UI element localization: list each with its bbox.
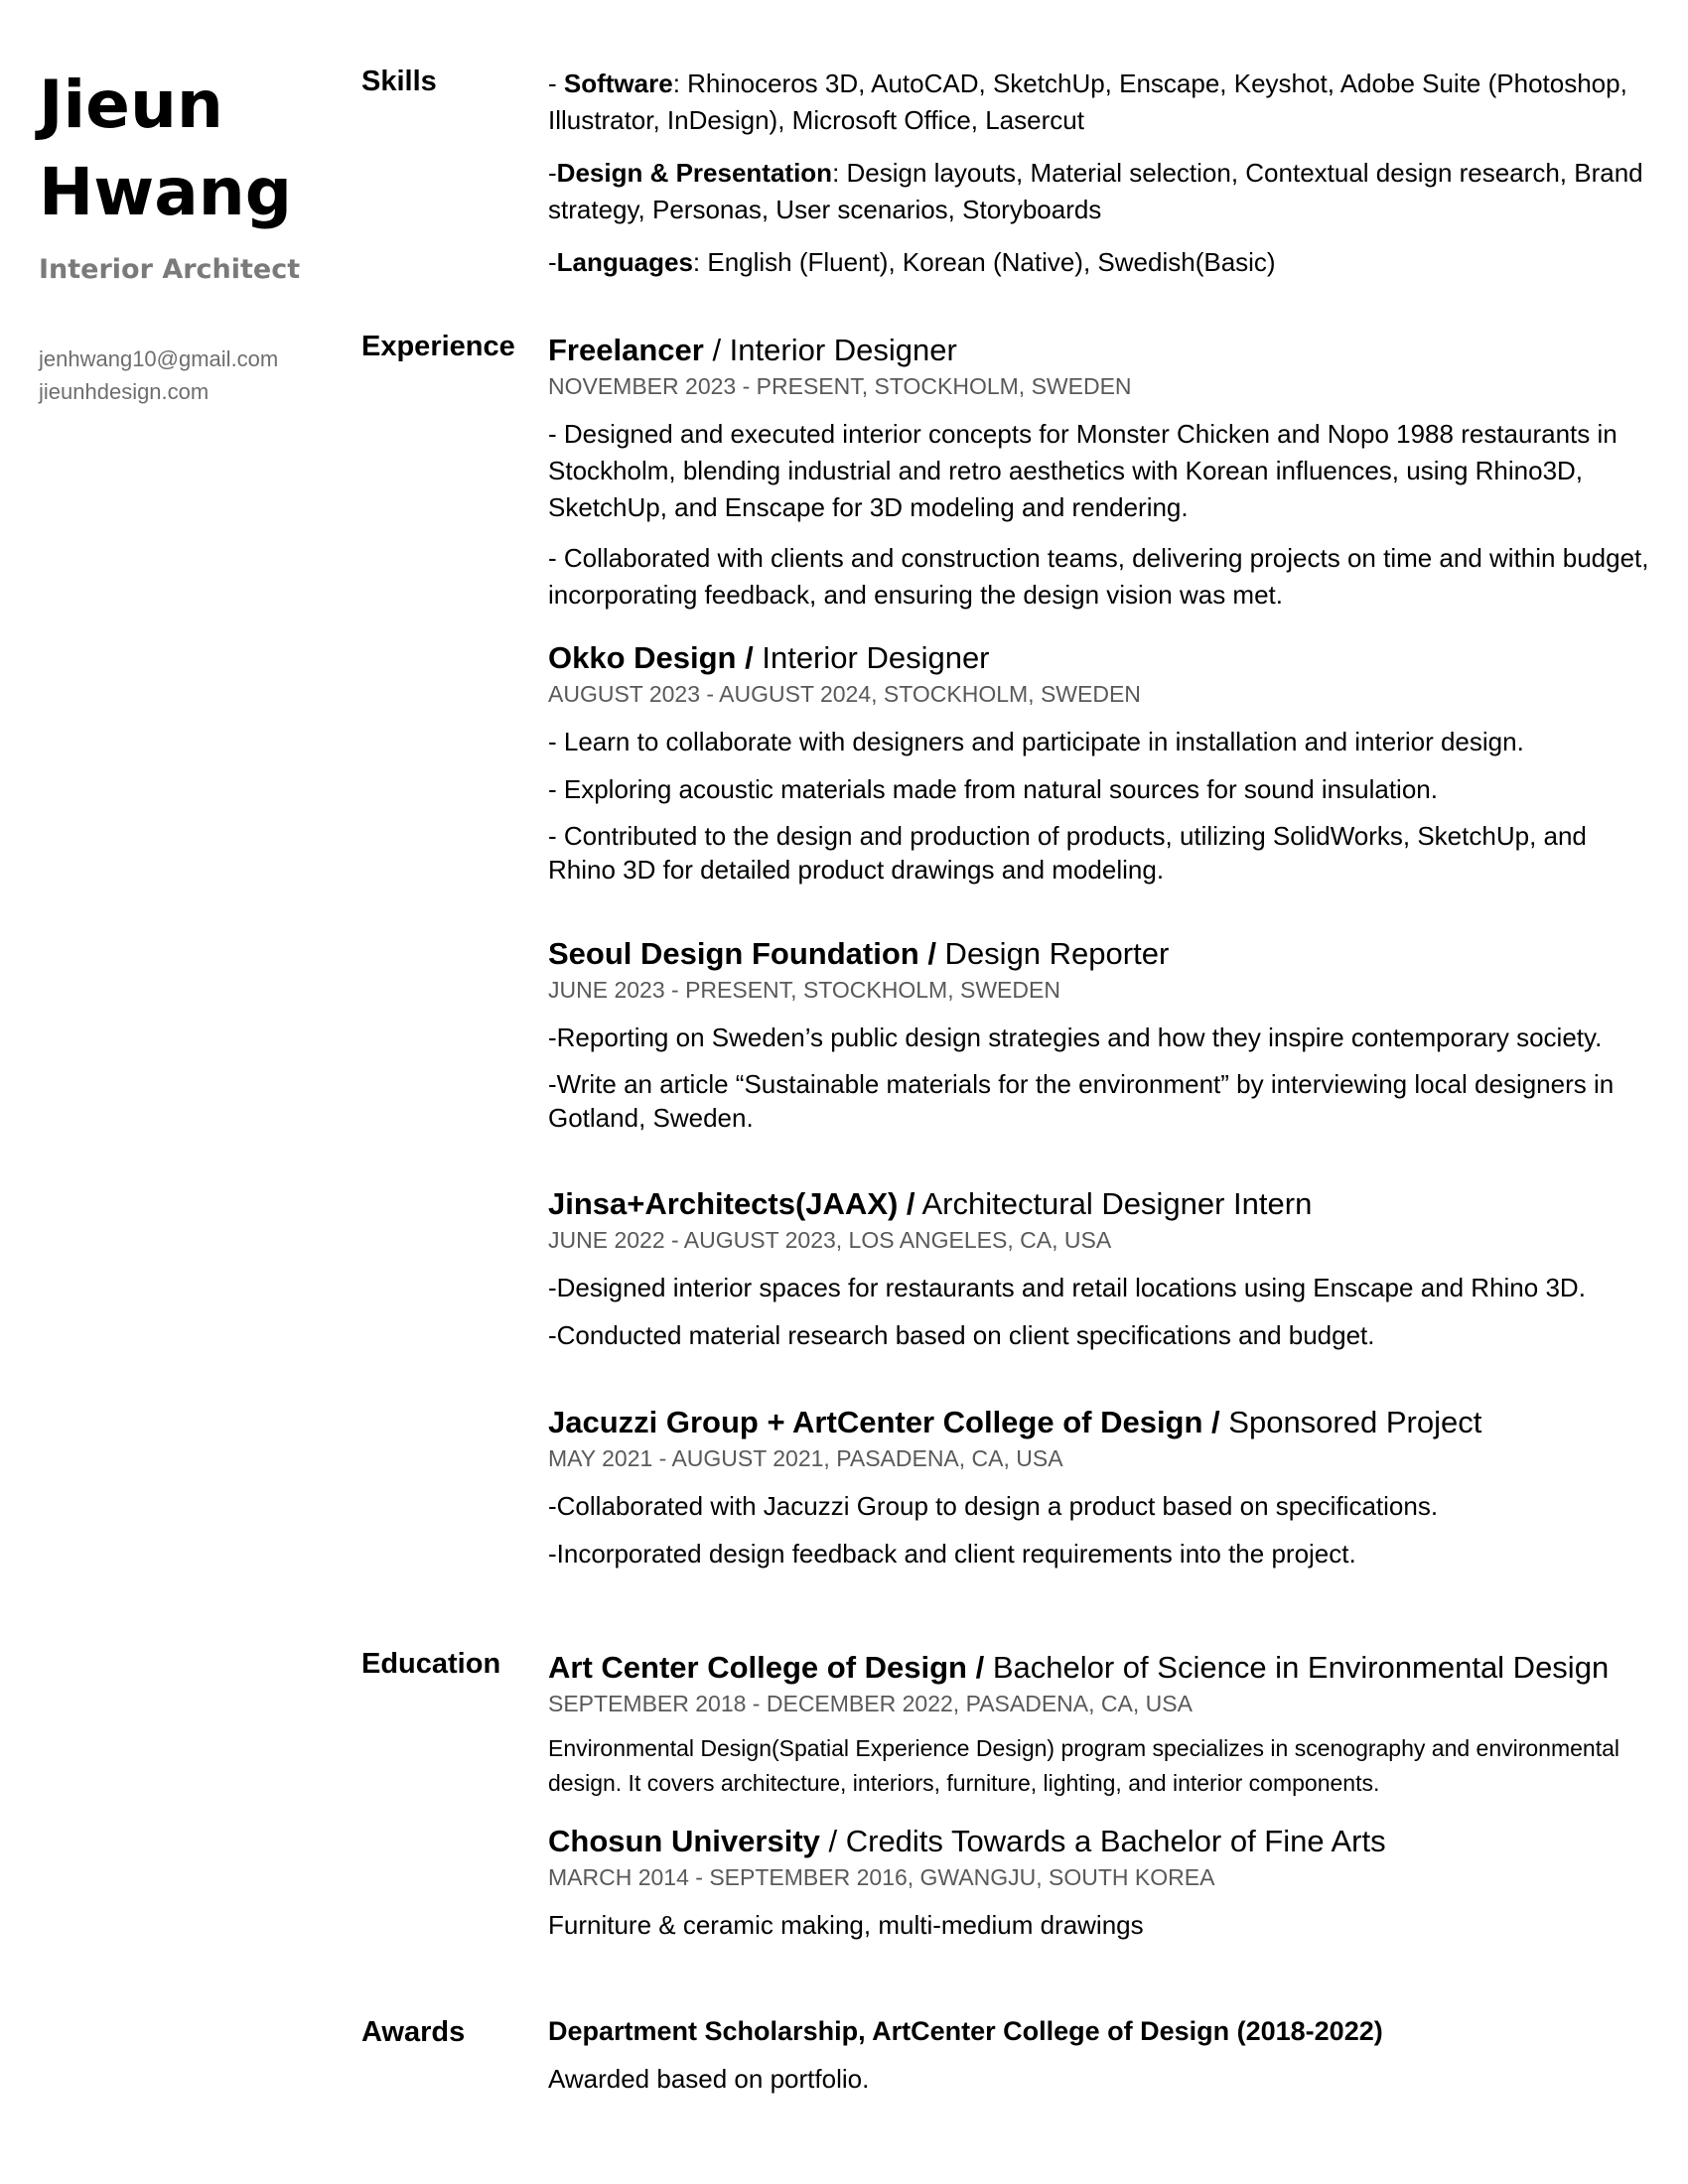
job-dates: JUNE 2023 - PRESENT, STOCKHOLM, SWEDEN — [548, 977, 1060, 1003]
job-entry — [548, 331, 1660, 614]
job-bullet: -Incorporated design feedback and client requirements into the project. — [548, 1539, 1356, 1569]
last-name: Hwang — [39, 154, 292, 230]
profile-sidebar — [39, 62, 337, 408]
job-entry — [548, 638, 1660, 887]
school-title: Chosun University / Credits Towards a Bachelor of Fine Arts — [548, 1824, 1386, 1858]
skill-item: -Design & Presentation: Design layouts, Material selection, Contextual design research, Brand strategy, Personas, User scenarios, Storyboards — [548, 158, 1643, 224]
job-dates: AUGUST 2023 - AUGUST 2024, STOCKHOLM, SWEDEN — [548, 681, 1141, 707]
job-bullet: - Designed and executed interior concepts for Monster Chicken and Nopo 1988 restaurants in Stockholm, blending industrial and retro aesthetics with Korean influences, using Rhino3D, SketchUp, and Enscape for 3D modeling and rendering. — [548, 419, 1618, 522]
skill-item: -Languages: English (Fluent), Korean (Native), Swedish(Basic) — [548, 247, 1276, 277]
school-title: Art Center College of Design / Bachelor of Science in Environmental Design — [548, 1650, 1610, 1685]
contact-info — [39, 342, 337, 408]
email-link[interactable]: jenhwang10@gmail.com — [39, 346, 279, 371]
website-link[interactable]: jieunhdesign.com — [39, 379, 210, 404]
job-title: Okko Design / Interior Designer — [548, 640, 990, 675]
job-title: Seoul Design Foundation / Design Reporter — [548, 936, 1170, 971]
school-description: Furniture & ceramic making, multi-medium drawings — [548, 1910, 1144, 1940]
education-heading: Education — [361, 1648, 501, 1680]
job-bullet: -Designed interior spaces for restaurants and retail locations using Enscape and Rhino 3D. — [548, 1273, 1586, 1302]
school-dates: SEPTEMBER 2018 - DECEMBER 2022, PASADENA, CA, USA — [548, 1691, 1193, 1716]
job-entry — [548, 1184, 1660, 1354]
job-role: Interior Architect — [39, 254, 301, 285]
experience-heading: Experience — [361, 331, 515, 362]
education-entry — [548, 1822, 1660, 1944]
first-name: Jieun — [39, 67, 223, 143]
award-description: Awarded based on portfolio. — [548, 2064, 870, 2094]
skills-section — [548, 66, 1660, 281]
job-bullet: - Exploring acoustic materials made from natural sources for sound insulation. — [548, 774, 1438, 804]
job-title: Jacuzzi Group + ArtCenter College of Design / Sponsored Project — [548, 1405, 1482, 1439]
school-description: Environmental Design(Spatial Experience Design) program specializes in scenography and environmental design. It covers architecture, interiors, furniture, lighting, and interior components. — [548, 1735, 1620, 1796]
job-bullet: -Collaborated with Jacuzzi Group to design a product based on specifications. — [548, 1491, 1439, 1521]
job-bullet: -Write an article “Sustainable materials for the environment” by interviewing local designers in Gotland, Sweden. — [548, 1069, 1615, 1133]
job-dates: JUNE 2022 - AUGUST 2023, LOS ANGELES, CA, USA — [548, 1227, 1112, 1253]
skill-item: - Software: Rhinoceros 3D, AutoCAD, SketchUp, Enscape, Keyshot, Adobe Suite (Photoshop, Illustrator, InDesign), Microsoft Office, Lasercut — [548, 68, 1627, 135]
job-bullet: - Learn to collaborate with designers and participate in installation and interior design. — [548, 727, 1524, 756]
job-bullet: -Conducted material research based on client specifications and budget. — [548, 1320, 1375, 1350]
job-dates: MAY 2021 - AUGUST 2021, PASADENA, CA, USA — [548, 1445, 1063, 1471]
job-entry — [548, 934, 1660, 1135]
job-title: Freelancer / Interior Designer — [548, 333, 957, 367]
job-bullet: -Reporting on Sweden’s public design strategies and how they inspire contemporary society. — [548, 1023, 1603, 1052]
education-entry — [548, 1648, 1660, 1801]
school-dates: MARCH 2014 - SEPTEMBER 2016, GWANGJU, SOUTH KOREA — [548, 1864, 1215, 1890]
job-entry — [548, 1403, 1660, 1572]
job-bullet: - Collaborated with clients and construction teams, delivering projects on time and within budget, incorporating feedback, and ensuring the design vision was met. — [548, 543, 1649, 610]
job-bullet: - Contributed to the design and production of products, utilizing SolidWorks, SketchUp, and Rhino 3D for detailed product drawings and modeling. — [548, 821, 1587, 885]
award-entry — [548, 2016, 1660, 2098]
skills-heading: Skills — [361, 66, 437, 97]
award-title: Department Scholarship, ArtCenter College of Design (2018-2022) — [548, 2016, 1383, 2046]
awards-heading: Awards — [361, 2016, 466, 2048]
job-title: Jinsa+Architects(JAAX) / Architectural Designer Intern — [548, 1186, 1313, 1221]
job-dates: NOVEMBER 2023 - PRESENT, STOCKHOLM, SWEDEN — [548, 373, 1132, 399]
